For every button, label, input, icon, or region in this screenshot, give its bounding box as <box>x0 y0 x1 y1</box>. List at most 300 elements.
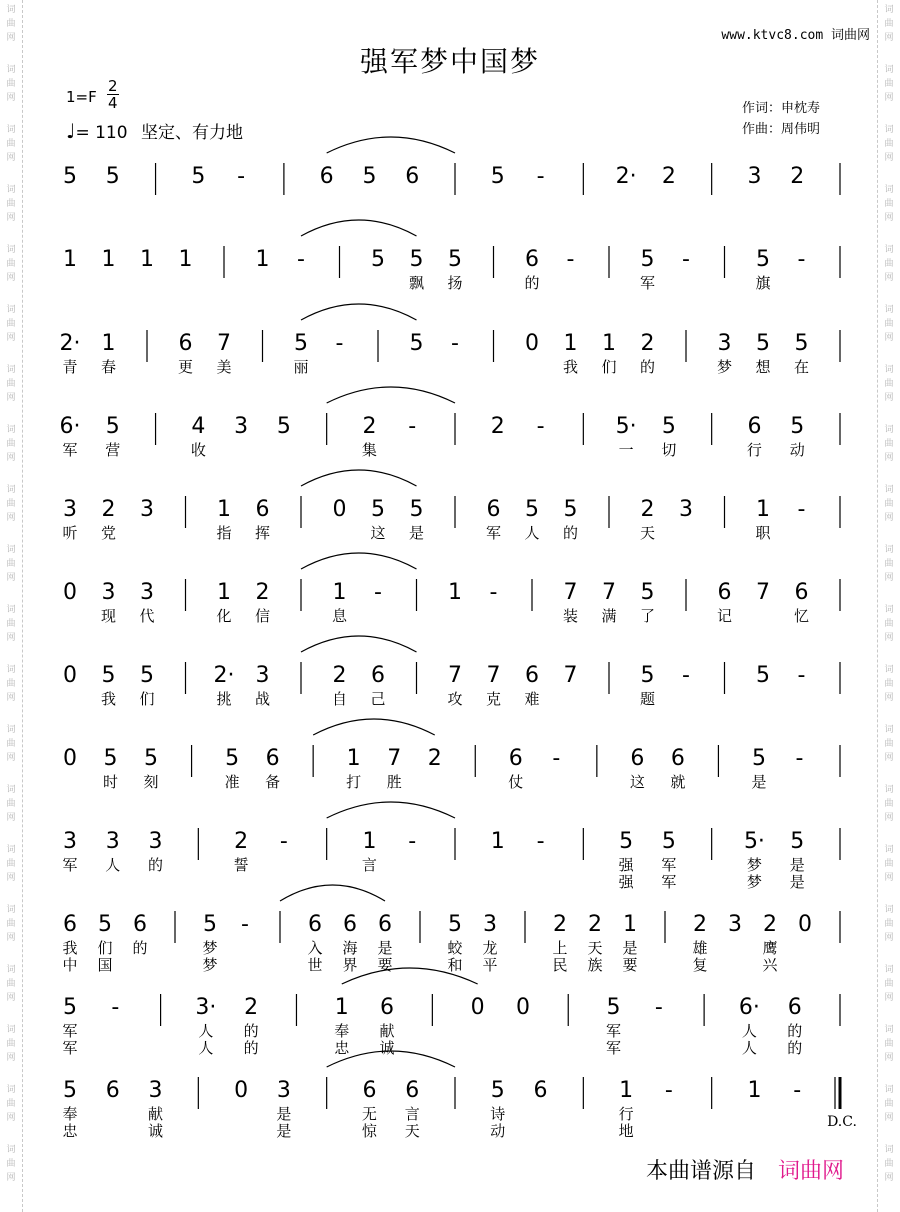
margin-watermark-char: 网 <box>884 93 894 103</box>
score-note: 2 <box>427 746 442 771</box>
margin-watermark-char: 网 <box>884 333 894 343</box>
score-note: 5 <box>490 164 505 189</box>
score-note: 6 <box>525 247 539 272</box>
lyric-syllable: 天 <box>587 939 603 957</box>
lyric-syllable: 入 <box>307 939 323 957</box>
score-note: 3 <box>234 414 249 439</box>
score-note: 7 <box>756 580 770 605</box>
lyric-syllable: 备 <box>265 773 281 791</box>
margin-watermark-char: 曲 <box>6 739 16 749</box>
slur <box>301 553 417 569</box>
margin-watermark-char: 网 <box>884 693 894 703</box>
lyric-syllable: 是 <box>622 939 638 957</box>
lyric-syllable: 了 <box>639 607 656 625</box>
lyric-syllable: 上 <box>552 939 568 957</box>
slur <box>327 137 455 153</box>
lyric-syllable: 忠 <box>62 1122 78 1140</box>
lyric-syllable: 这 <box>629 773 645 791</box>
margin-watermark-char: 词 <box>884 5 894 15</box>
score-note: - <box>552 746 561 771</box>
lyric-syllable: 平 <box>482 956 498 974</box>
score-note: 5 <box>203 912 217 937</box>
score-note: 6 <box>343 912 357 937</box>
score-note: 5 <box>101 663 116 688</box>
lyric-syllable: 是 <box>276 1122 292 1140</box>
score-note: 1 <box>255 247 270 272</box>
margin-watermark-char: 网 <box>884 453 894 463</box>
lyric-syllable: 们 <box>601 358 617 376</box>
margin-watermark-char: 曲 <box>6 499 16 509</box>
margin-watermark-char: 词 <box>884 245 894 255</box>
lyric-syllable: 鹰 <box>762 939 778 957</box>
margin-watermark-char: 网 <box>6 693 16 703</box>
margin-watermark-char: 曲 <box>884 199 894 209</box>
score-note: 2 <box>362 414 377 439</box>
margin-watermark-char: 词 <box>6 245 16 255</box>
margin-watermark-char: 曲 <box>884 1159 894 1169</box>
score-note: 2 <box>763 912 777 937</box>
score-note: 5 <box>63 1078 77 1103</box>
lyric-syllable: 军 <box>62 1039 78 1057</box>
margin-watermark-char: 词 <box>884 425 894 435</box>
score-note: 6 <box>717 580 732 605</box>
lyric-syllable: 我 <box>62 939 78 957</box>
lyric-syllable: 扬 <box>447 274 463 292</box>
score-note: 5 <box>563 497 578 522</box>
margin-watermark-char: 网 <box>884 213 894 223</box>
margin-watermark-char: 网 <box>884 633 894 643</box>
lyric-syllable: 美 <box>216 358 232 376</box>
margin-watermark-char: 曲 <box>6 1099 16 1109</box>
margin-watermark-char: 词 <box>6 485 16 495</box>
score-note: 6 <box>794 580 809 605</box>
lyric-syllable: 的 <box>148 856 164 874</box>
score-note: 5 <box>140 663 154 688</box>
lyric-syllable: 化 <box>216 607 232 625</box>
lyric-syllable: 奉 <box>62 1105 78 1123</box>
score-note: 3 <box>101 580 116 605</box>
score-note: 1 <box>756 497 770 522</box>
lyric-syllable: 战 <box>254 690 271 708</box>
lyric-syllable: 军 <box>606 1039 622 1057</box>
margin-watermark-char: 网 <box>884 933 894 943</box>
margin-watermark-char: 词 <box>6 605 16 615</box>
lyric-syllable: 春 <box>100 358 117 376</box>
lyric-syllable: 国 <box>97 956 113 974</box>
lyric-syllable: 民 <box>552 956 568 974</box>
margin-watermark-char: 曲 <box>884 259 894 269</box>
margin-watermark-char: 网 <box>6 753 16 763</box>
margin-watermark-char: 词 <box>6 1025 16 1035</box>
score-note: 5 <box>225 746 240 771</box>
score-note: 5 <box>756 331 770 356</box>
score-note: 5 <box>103 746 118 771</box>
lyric-syllable: 要 <box>622 956 638 974</box>
score-note: 3 <box>148 1078 163 1103</box>
margin-watermark-char: 网 <box>884 993 894 1003</box>
margin-watermark-char: 网 <box>6 993 16 1003</box>
margin-watermark-char: 网 <box>6 153 16 163</box>
margin-watermark-char: 网 <box>884 273 894 283</box>
score-note: - <box>536 164 545 189</box>
lyric-syllable: 忠 <box>334 1039 350 1057</box>
lyric-syllable: 军 <box>485 524 502 542</box>
score-note: 0 <box>234 1078 249 1103</box>
lyric-syllable: 这 <box>370 524 386 542</box>
margin-watermark-char: 词 <box>884 1145 894 1155</box>
margin-watermark-char: 词 <box>6 1145 16 1155</box>
score-note: 5 <box>448 912 462 937</box>
score-note: 3 <box>728 912 742 937</box>
margin-watermark-char: 曲 <box>6 799 16 809</box>
score-note: 7 <box>563 663 578 688</box>
margin-watermark-char: 网 <box>6 393 16 403</box>
lyric-syllable: 海 <box>342 939 358 957</box>
score-note: 0 <box>63 746 77 771</box>
score-note: 6 <box>405 1078 420 1103</box>
margin-watermark-char: 网 <box>6 453 16 463</box>
slur <box>301 470 417 486</box>
margin-watermark-char: 曲 <box>884 739 894 749</box>
lyric-syllable: 雄 <box>692 939 708 957</box>
score-note: - <box>374 580 382 605</box>
margin-watermark-char: 词 <box>6 965 16 975</box>
score-note: 5 <box>661 829 676 854</box>
lyric-syllable: 是 <box>408 524 425 542</box>
lyric-syllable: 职 <box>755 524 771 542</box>
lyric-syllable: 行 <box>618 1105 634 1123</box>
score-note: - <box>797 663 806 688</box>
score-note: 1 <box>623 912 637 937</box>
score-note: 5 <box>409 247 424 272</box>
score-note: 7 <box>602 580 616 605</box>
score-note: 3 <box>717 331 732 356</box>
score-note: 4 <box>191 414 206 439</box>
margin-watermark-char: 曲 <box>884 439 894 449</box>
lyric-syllable: 的 <box>562 524 579 542</box>
key-signature: 1=F <box>66 88 97 106</box>
lyric-syllable: 是 <box>276 1105 292 1123</box>
margin-watermark-char: 词 <box>884 785 894 795</box>
lyric-syllable: 界 <box>342 956 358 974</box>
score-note: - <box>664 1078 673 1103</box>
margin-watermark-char: 词 <box>6 845 16 855</box>
score-note: 0 <box>515 995 530 1020</box>
time-signature-top: 2 <box>108 77 118 95</box>
score-note: 6· <box>59 414 81 439</box>
margin-watermark-char: 词 <box>884 125 894 135</box>
lyric-syllable: 代 <box>139 607 155 625</box>
lyric-syllable: 是 <box>751 773 767 791</box>
margin-watermark-char: 曲 <box>884 559 894 569</box>
score-note: 0 <box>798 912 812 937</box>
margin-watermark-char: 曲 <box>884 619 894 629</box>
score-note: 7 <box>563 580 578 605</box>
margin-watermark-char: 曲 <box>6 619 16 629</box>
score-note: 6 <box>319 164 334 189</box>
margin-watermark-char: 曲 <box>6 259 16 269</box>
lyric-syllable: 仗 <box>508 773 524 791</box>
source-footer <box>646 1154 844 1185</box>
score-note: 5 <box>756 663 770 688</box>
score-note: 1 <box>101 247 116 272</box>
margin-watermark-char: 词 <box>6 65 16 75</box>
score-note: 1 <box>448 580 462 605</box>
lyric-syllable: 军 <box>62 441 78 459</box>
score-note: 2 <box>790 164 805 189</box>
score-note: 1 <box>602 331 616 356</box>
lyric-syllable: 的 <box>243 1022 259 1040</box>
score-note: 5· <box>615 414 637 439</box>
lyric-syllable: 胜 <box>386 773 402 791</box>
tempo-expression: 坚定、有力地 <box>140 123 243 143</box>
margin-watermark-char: 词 <box>6 125 16 135</box>
lyric-syllable: 天 <box>639 524 656 542</box>
score-note: - <box>237 164 246 189</box>
score-note: 5 <box>98 912 112 937</box>
score-note: 3· <box>195 995 217 1020</box>
score-note: 6· <box>738 995 760 1020</box>
lyric-syllable: 在 <box>793 358 810 376</box>
margin-watermark-char: 网 <box>6 873 16 883</box>
score-note: 3 <box>63 829 77 854</box>
lyric-syllable: 中 <box>62 956 78 974</box>
score-note: 6 <box>486 497 501 522</box>
score-note: 7 <box>448 663 462 688</box>
dc-end-mark: D.C. <box>827 1114 857 1130</box>
margin-watermark-char: 网 <box>6 1113 16 1123</box>
margin-watermark-char: 曲 <box>884 979 894 989</box>
margin-watermark-char: 曲 <box>6 859 16 869</box>
score-note: 5 <box>362 164 377 189</box>
lyric-syllable: 想 <box>755 358 771 376</box>
score-note: 5 <box>371 247 385 272</box>
score-note: 5 <box>640 580 655 605</box>
lyric-syllable: 更 <box>177 358 194 376</box>
score-note: 5 <box>191 164 206 189</box>
lyric-syllable: 世 <box>307 956 323 974</box>
score-note: 5 <box>371 497 385 522</box>
score-note: 5 <box>448 247 462 272</box>
margin-watermark-char: 词 <box>884 965 894 975</box>
score-note: 5 <box>63 995 77 1020</box>
margin-watermark-char: 词 <box>6 545 16 555</box>
margin-watermark-char: 曲 <box>6 439 16 449</box>
lyric-syllable: 现 <box>100 607 117 625</box>
score-note: 3 <box>747 164 762 189</box>
margin-watermark-char: 网 <box>6 933 16 943</box>
lyric-syllable: 奉 <box>334 1022 350 1040</box>
lyric-syllable: 题 <box>639 690 656 708</box>
lyric-syllable: 誓 <box>233 856 249 874</box>
margin-watermark-char: 网 <box>6 633 16 643</box>
lyric-syllable: 自 <box>331 690 348 708</box>
score-note: 2 <box>553 912 567 937</box>
score-note: - <box>536 414 545 439</box>
score-note: 0 <box>63 663 77 688</box>
lyric-syllable: 要 <box>377 956 393 974</box>
score-note: 3 <box>255 663 270 688</box>
lyric-syllable: 言 <box>361 856 377 874</box>
lyric-syllable: 满 <box>601 607 617 625</box>
margin-watermark-char: 网 <box>6 1053 16 1063</box>
margin-watermark-char: 曲 <box>6 679 16 689</box>
lyric-syllable: 挥 <box>254 524 271 542</box>
lyricist: 作词：申枕寿 <box>742 101 821 116</box>
lyric-syllable: 就 <box>670 773 686 791</box>
margin-watermark-char: 曲 <box>6 199 16 209</box>
margin-watermark-char: 词 <box>884 905 894 915</box>
margin-watermark-char: 网 <box>884 573 894 583</box>
margin-watermark-char: 曲 <box>884 19 894 29</box>
lyric-syllable: 打 <box>346 773 362 791</box>
score-note: - <box>566 247 575 272</box>
margin-watermark-char: 曲 <box>884 679 894 689</box>
lyric-syllable: 梦 <box>746 856 762 874</box>
margin-watermark-char: 词 <box>884 485 894 495</box>
score-note: 1 <box>140 247 154 272</box>
slur <box>327 387 455 403</box>
margin-watermark-char: 词 <box>884 605 894 615</box>
score-note: 2 <box>101 497 116 522</box>
source-text: 本曲谱源自 <box>646 1159 757 1184</box>
score-note: - <box>797 247 806 272</box>
margin-watermark-char: 网 <box>6 333 16 343</box>
score-note: 1 <box>747 1078 762 1103</box>
score-note: 1 <box>101 331 116 356</box>
score-note: 5 <box>756 247 770 272</box>
margin-watermark-char: 网 <box>6 93 16 103</box>
lyric-syllable: 军 <box>661 856 677 874</box>
margin-watermark-char: 曲 <box>6 379 16 389</box>
lyric-syllable: 丽 <box>293 358 309 376</box>
lyric-syllable: 党 <box>100 524 117 542</box>
lyric-syllable: 梦 <box>202 939 218 957</box>
composer: 作曲：周伟明 <box>742 122 821 137</box>
score-note: - <box>335 331 344 356</box>
lyric-syllable: 旗 <box>755 274 771 292</box>
lyric-syllable: 一 <box>618 441 634 459</box>
lyric-syllable: 诚 <box>148 1122 164 1140</box>
score-note: 2 <box>490 414 505 439</box>
lyric-syllable: 切 <box>661 441 677 459</box>
score-note: 1 <box>63 247 77 272</box>
lyric-syllable: 惊 <box>361 1122 377 1140</box>
score-note: 6 <box>362 1078 377 1103</box>
margin-watermark-char: 曲 <box>884 799 894 809</box>
lyric-syllable: 攻 <box>447 690 463 708</box>
score-note: - <box>793 1078 802 1103</box>
score-note: - <box>797 497 806 522</box>
score-note: 6 <box>265 746 280 771</box>
margin-watermark-char: 词 <box>6 905 16 915</box>
score-note: - <box>489 580 498 605</box>
score-note: 6 <box>380 995 395 1020</box>
margin-watermark-char: 词 <box>884 365 894 375</box>
margin-watermark-char: 曲 <box>884 919 894 929</box>
score-note: 6 <box>371 663 385 688</box>
margin-watermark-char: 网 <box>884 513 894 523</box>
score-note: 6 <box>105 1078 120 1103</box>
lyric-syllable: 无 <box>361 1105 377 1123</box>
lyric-syllable: 地 <box>618 1122 634 1140</box>
lyric-syllable: 刻 <box>143 773 159 791</box>
margin-watermark-char: 曲 <box>884 319 894 329</box>
score-note: 5 <box>790 829 805 854</box>
lyric-syllable: 动 <box>789 441 805 459</box>
score-note: 3 <box>63 497 77 522</box>
score-note: - <box>682 247 690 272</box>
margin-watermark-char: 网 <box>884 393 894 403</box>
lyric-syllable: 行 <box>746 441 762 459</box>
lyric-syllable: 和 <box>447 956 463 974</box>
margin-watermark-char: 网 <box>884 753 894 763</box>
lyric-syllable: 人 <box>198 1022 214 1040</box>
margin-watermark-char: 网 <box>884 1053 894 1063</box>
margin-watermark-char: 词 <box>6 425 16 435</box>
score-note: 3 <box>140 497 154 522</box>
lyric-syllable: 献 <box>379 1022 395 1040</box>
lyric-syllable: 军 <box>606 1022 622 1040</box>
lyric-syllable: 飘 <box>408 274 425 292</box>
margin-watermark-char: 曲 <box>6 559 16 569</box>
margin-watermark-char: 网 <box>6 813 16 823</box>
lyric-syllable: 的 <box>787 1039 803 1057</box>
score-note: - <box>795 746 804 771</box>
margin-watermark-char: 词 <box>884 665 894 675</box>
margin-watermark-char: 网 <box>6 1173 16 1183</box>
lyric-syllable: 指 <box>216 524 232 542</box>
margin-watermark-char: 曲 <box>884 1039 894 1049</box>
score-note: 7 <box>486 663 501 688</box>
lyric-syllable: 集 <box>361 441 377 459</box>
score-note: 1 <box>217 580 231 605</box>
lyric-syllable: 人 <box>198 1039 214 1057</box>
margin-watermark-char: 词 <box>6 185 16 195</box>
score-note: 5 <box>105 414 120 439</box>
margin-watermark-char: 词 <box>6 785 16 795</box>
score-note: 5 <box>794 331 809 356</box>
margin-watermark-char: 曲 <box>6 919 16 929</box>
score-note: 5 <box>751 746 766 771</box>
score-note: 1 <box>334 995 349 1020</box>
margin-watermark-char: 词 <box>6 665 16 675</box>
margin-watermark-char: 词 <box>884 185 894 195</box>
lyric-syllable: 听 <box>62 524 78 542</box>
lyric-syllable: 人 <box>105 856 121 874</box>
margin-watermark-char: 词 <box>6 1085 16 1095</box>
score-note: 1 <box>178 247 193 272</box>
lyric-syllable: 的 <box>243 1039 259 1057</box>
lyric-syllable: 梦 <box>746 873 762 891</box>
lyric-syllable: 的 <box>787 1022 803 1040</box>
margin-watermark-char: 词 <box>884 1085 894 1095</box>
lyric-syllable: 是 <box>789 856 805 874</box>
margin-watermark-char: 网 <box>6 513 16 523</box>
margin-watermark-char: 词 <box>884 845 894 855</box>
score-note: 3 <box>148 829 163 854</box>
score-note: 5 <box>105 164 120 189</box>
lyric-syllable: 信 <box>254 607 271 625</box>
score-note: 5 <box>490 1078 505 1103</box>
lyric-syllable: 的 <box>524 274 540 292</box>
quarter-note-icon: ♩ <box>66 119 76 143</box>
score-note: 2 <box>244 995 259 1020</box>
score-note: 3 <box>105 829 120 854</box>
score-note: 7 <box>217 331 231 356</box>
score-note: - <box>536 829 545 854</box>
score-note: 5 <box>409 497 424 522</box>
